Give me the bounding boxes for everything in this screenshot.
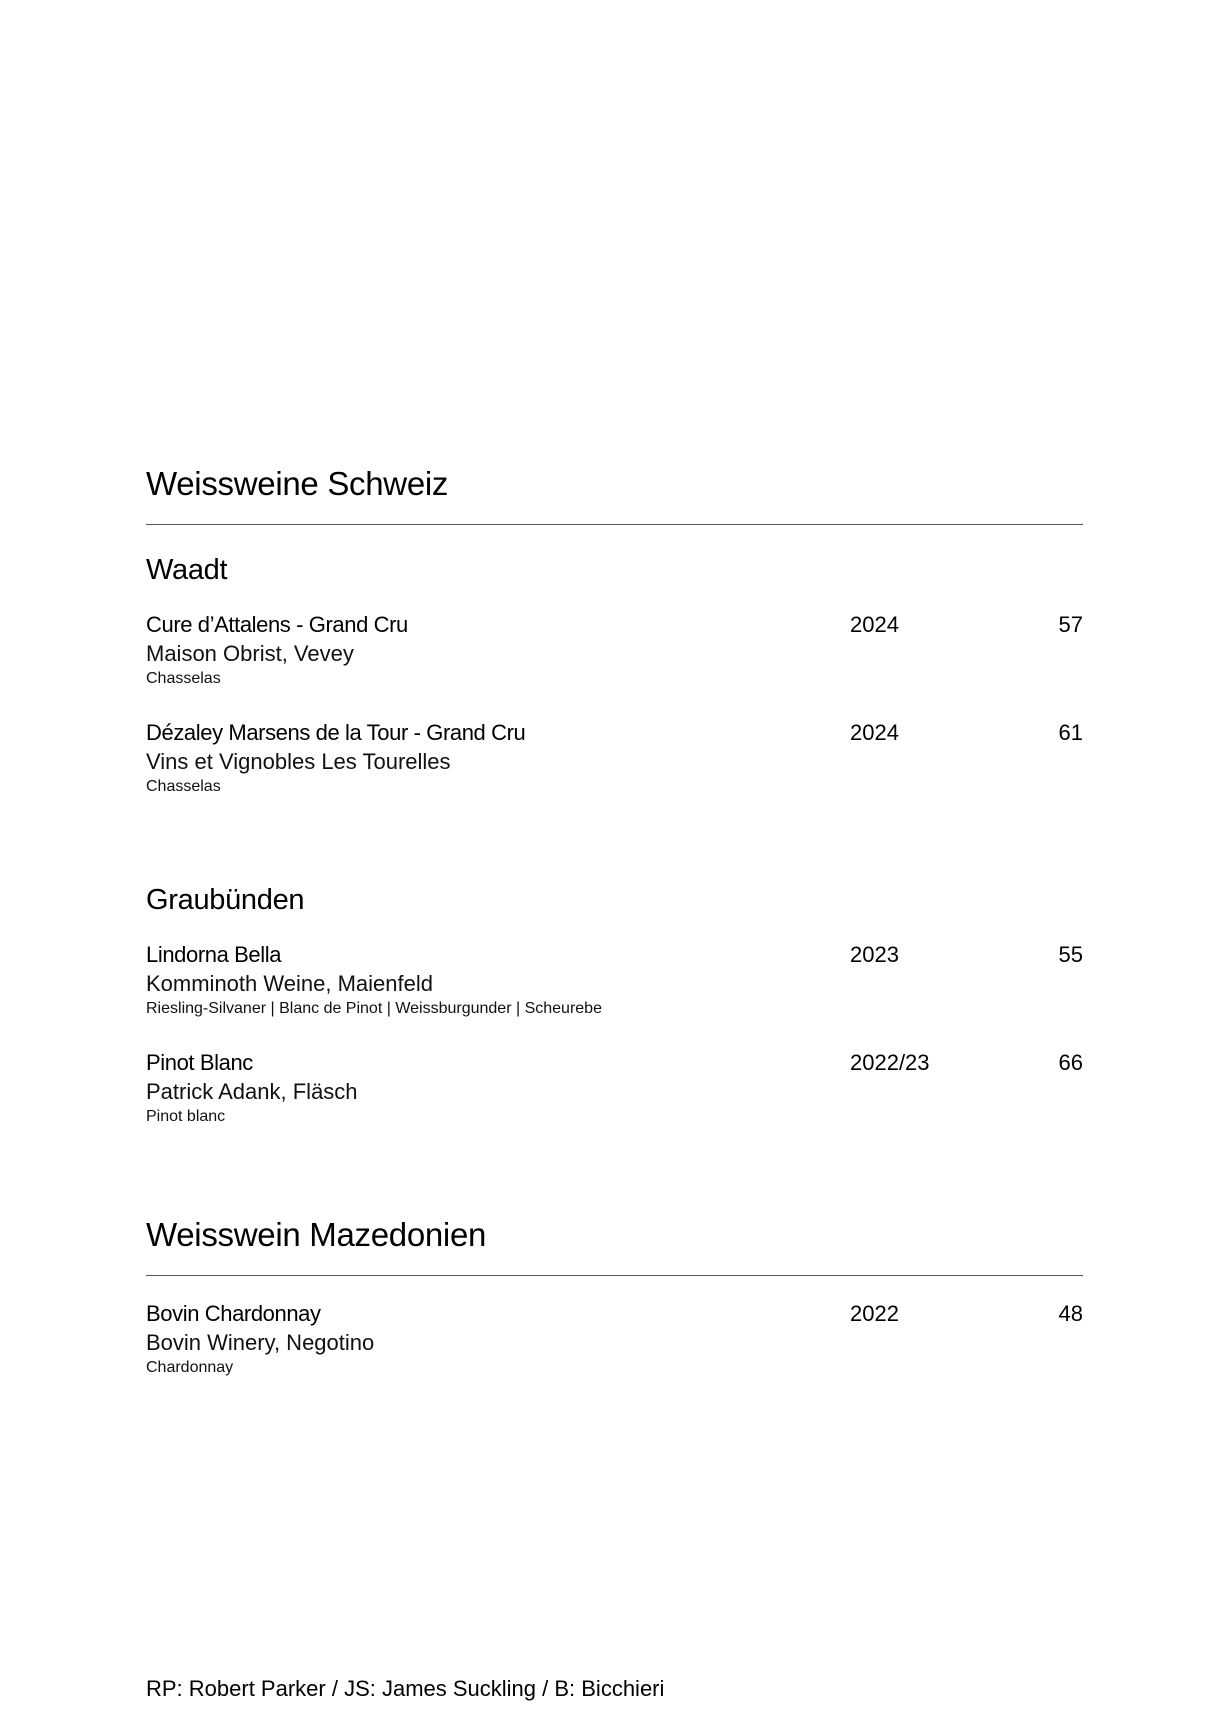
wine-list-page: [146, 0, 1083, 1728]
wine-name: Pinot Blanc: [146, 1050, 253, 1075]
wine-entry: [146, 720, 1083, 820]
region-title-graubuenden: Graubünden: [146, 884, 305, 916]
wine-vintage: 2024: [850, 612, 899, 637]
wine-grapes: Chardonnay: [146, 1359, 234, 1376]
wine-name: Cure d’Attalens - Grand Cru: [146, 612, 408, 637]
section-divider: [146, 1275, 1083, 1276]
wine-producer: Komminoth Weine, Maienfeld: [146, 971, 433, 996]
wine-grapes: Riesling-Silvaner | Blanc de Pinot | Weissburgunder | Scheurebe: [146, 1000, 602, 1017]
wine-name: Dézaley Marsens de la Tour - Grand Cru: [146, 720, 526, 745]
wine-grapes: Pinot blanc: [146, 1108, 226, 1125]
wine-price: 55: [1058, 942, 1083, 967]
wine-price: 48: [1058, 1301, 1083, 1326]
wine-entry: [146, 1301, 1083, 1401]
wine-entry: [146, 612, 1083, 712]
wine-producer: Maison Obrist, Vevey: [146, 641, 354, 666]
region-title-waadt: Waadt: [146, 554, 228, 586]
wine-entry: [146, 942, 1083, 1042]
section-title-weisswein-mazedonien: Weisswein Mazedonien: [146, 1216, 487, 1253]
wine-producer: Patrick Adank, Fläsch: [146, 1079, 358, 1104]
wine-producer: Bovin Winery, Negotino: [146, 1330, 375, 1355]
wine-vintage: 2022/23: [850, 1050, 930, 1075]
wine-vintage: 2023: [850, 942, 899, 967]
section-divider: [146, 524, 1083, 525]
wine-vintage: 2022: [850, 1301, 899, 1326]
wine-vintage: 2024: [850, 720, 899, 745]
wine-price: 57: [1058, 612, 1083, 637]
wine-grapes: Chasselas: [146, 670, 221, 687]
wine-price: 61: [1058, 720, 1083, 745]
footer-rating-legend: RP: Robert Parker / JS: James Suckling / B: Bicchieri: [146, 1676, 665, 1701]
wine-grapes: Chasselas: [146, 778, 221, 795]
wine-name: Lindorna Bella: [146, 942, 282, 967]
section-title-weissweine-schweiz: Weissweine Schweiz: [146, 465, 449, 502]
wine-producer: Vins et Vignobles Les Tourelles: [146, 749, 451, 774]
wine-name: Bovin Chardonnay: [146, 1301, 321, 1326]
wine-price: 66: [1058, 1050, 1083, 1075]
wine-entry: [146, 1050, 1083, 1150]
